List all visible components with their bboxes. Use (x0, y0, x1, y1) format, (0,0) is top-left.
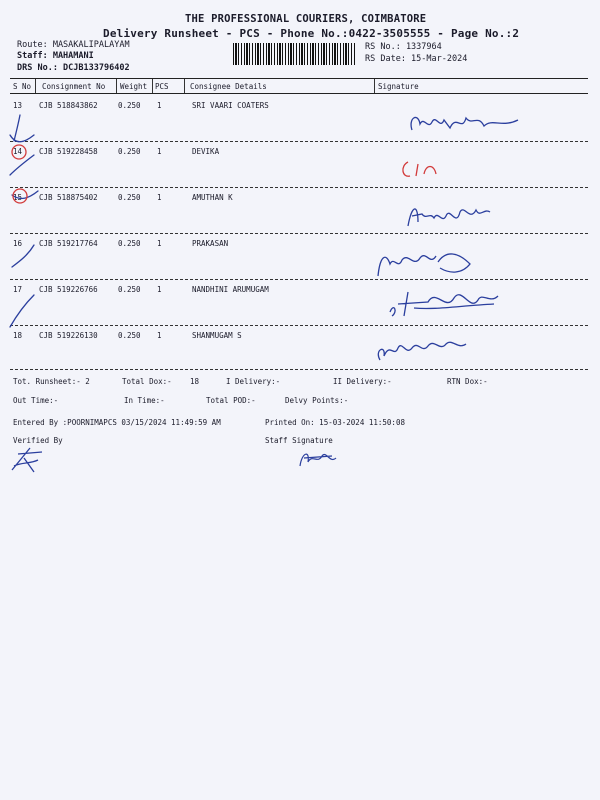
table-header-rule (10, 93, 588, 94)
row-sno: 17 (13, 285, 23, 294)
row-separator (10, 325, 588, 326)
tot-runsheet: Tot. Runsheet:- 2 (13, 377, 90, 386)
row-separator (10, 279, 588, 280)
printed-on: Printed On: 15-03-2024 11:50:08 (265, 418, 405, 427)
row-pcs: 1 (157, 239, 162, 248)
signature-image (372, 330, 472, 366)
table-top-rule (10, 78, 588, 79)
row-separator (10, 187, 588, 188)
row-consignee: PRAKASAN (192, 239, 229, 248)
row-consignment: CJB 519217764 (39, 239, 98, 248)
col-divider (374, 79, 375, 93)
delvy-points: Delvy Points:- (285, 396, 349, 405)
total-pod: Total POD:- (206, 396, 256, 405)
row-separator (10, 141, 588, 142)
signature-image (398, 158, 448, 182)
out-time: Out Time:- (13, 396, 59, 405)
route-label: Route: MASAKALIPALAYAM (17, 40, 130, 50)
row-consignee: NANDHINI ARUMUGAM (192, 285, 269, 294)
rtn-dox: RTN Dox:- (447, 377, 488, 386)
row-consignment: CJB 519226130 (39, 331, 98, 340)
row-weight: 0.250 (118, 147, 141, 156)
row-weight: 0.250 (118, 285, 141, 294)
i-delivery: I Delivery:- (226, 377, 281, 386)
row-separator (10, 369, 588, 370)
col-header-consignment: Consignment No (42, 82, 106, 91)
row-pcs: 1 (157, 147, 162, 156)
row-consignee: DEVIKA (192, 147, 220, 156)
row-sno: 13 (13, 101, 23, 110)
row-consignee: SRI VAARI COATERS (192, 101, 269, 110)
row-sno: 14 (13, 147, 23, 156)
row-sno: 18 (13, 331, 23, 340)
row-consignment: CJB 518843862 (39, 101, 98, 110)
in-time: In Time:- (124, 396, 165, 405)
col-header-sno: S No (13, 82, 32, 91)
row-consignee: SHANMUGAM S (192, 331, 242, 340)
col-divider (152, 79, 153, 93)
row-sno: 16 (13, 239, 23, 248)
row-weight: 0.250 (118, 101, 141, 110)
signature-image (384, 282, 504, 322)
signature-image (374, 246, 484, 280)
row-weight: 0.250 (118, 331, 141, 340)
col-divider (116, 79, 117, 93)
row-pcs: 1 (157, 285, 162, 294)
row-pcs: 1 (157, 193, 162, 202)
col-divider (184, 79, 185, 93)
staff-signature-label: Staff Signature (265, 436, 333, 445)
row-consignment: CJB 519228458 (39, 147, 98, 156)
col-header-pcs: PCS (155, 82, 169, 91)
signature-image (406, 108, 526, 138)
row-separator (10, 233, 588, 234)
col-divider (35, 79, 36, 93)
total-dox-value: 18 (190, 377, 200, 386)
col-header-consignee: Consignee Details (190, 82, 267, 91)
drs-number: DRS No.: DCJB133796402 (17, 63, 130, 73)
company-title: THE PROFESSIONAL COURIERS, COIMBATORE (185, 13, 427, 25)
col-header-weight: Weight (120, 82, 148, 91)
total-dox-label: Total Dox:- (122, 377, 172, 386)
row-weight: 0.250 (118, 239, 141, 248)
staff-label: Staff: MAHAMANI (17, 51, 94, 61)
row-consignee: AMUTHAN K (192, 193, 233, 202)
row-consignment: CJB 519226766 (39, 285, 98, 294)
row-sno: 15 (13, 193, 23, 202)
verifier-signature-image (8, 444, 48, 474)
row-consignment: CJB 518875402 (39, 193, 98, 202)
ii-delivery: II Delivery:- (333, 377, 392, 386)
rs-number: RS No.: 1337964 (365, 42, 442, 52)
rs-date: RS Date: 15-Mar-2024 (365, 54, 468, 64)
runsheet-subtitle: Delivery Runsheet - PCS - Phone No.:0422-3505555 - Page No.:2 (103, 27, 520, 40)
barcode-image (233, 43, 356, 65)
row-pcs: 1 (157, 331, 162, 340)
staff-signature-image (296, 446, 340, 470)
signature-image (404, 200, 494, 232)
tick-mark-icon (4, 95, 44, 355)
row-weight: 0.250 (118, 193, 141, 202)
verified-by-label: Verified By (13, 436, 63, 445)
col-header-signature: Signature (378, 82, 419, 91)
row-pcs: 1 (157, 101, 162, 110)
entered-by: Entered By :POORNIMAPCS 03/15/2024 11:49:59 AM (13, 418, 221, 427)
